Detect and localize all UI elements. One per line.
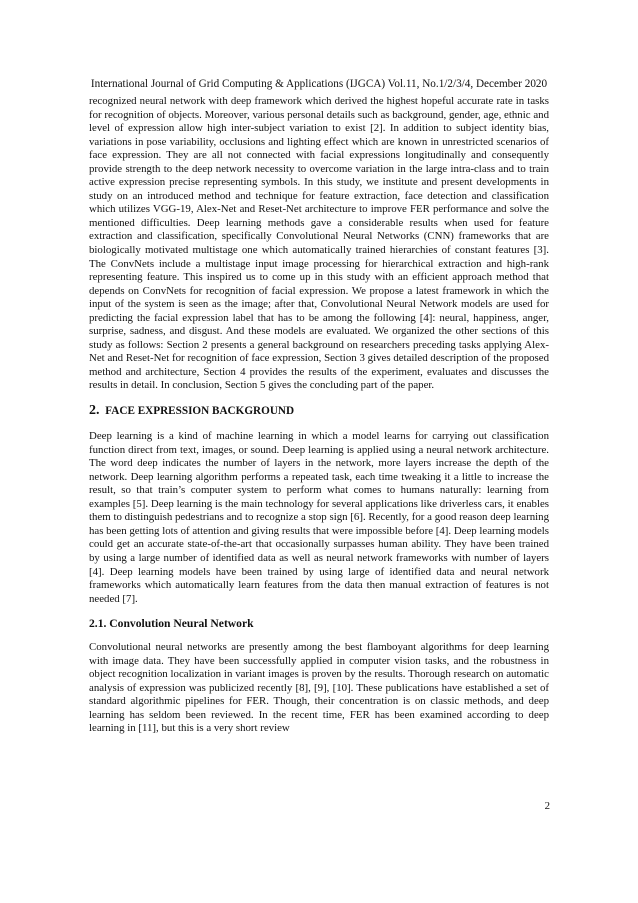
section-2-1-paragraph: Convolutional neural networks are presently among the best flamboyant algorithms for deep learning with image data. They have been successfully applied in computer vision tasks, and the robustness in object recognition localization in variant images is proven by the results. Thorough research on automatic analysis of expression was publicized recently [8], [9], [10]. These publications have established a set of standard algorithmic pipelines for FER. Though, their concentration is on classic methods, and deep learning has seldom been reviewed. In the recent time, FER has been examined according to deep learning in [11], but this is a very short review: [89, 641, 549, 735]
section-2-paragraph: Deep learning is a kind of machine learning in which a model learns for carrying out classification function direct from text, images, or sound. Deep learning is applied using a neural network architecture. The word deep indicates the number of layers in the network, more layers increase the depth of the network. Deep learning algorithm performs a repeated task, each time tweaking it a little to increase the result, so that train’s computer system to perform what comes to humans naturally: learning from examples [5]. Deep learning is the main technology for several applications like driverless cars, it enables them to distinguish pedestrians and to recognize a stop sign [6]. Recently, for a good reason deep learning has been getting lots of attention and giving results that were impossible before [4]. Deep learning models could get an accurate state-of-the-art that occasionally surpasses human ability. They have been trained by using a large number of identified data as well as neural network frameworks with number of layers [4]. Deep learning models have been trained by using large of identified data and neural network frameworks which automatically learn features from the data then manual extraction of features is not needed [7].: [89, 430, 549, 605]
section-2-number: 2.: [89, 403, 100, 419]
page-number: 2: [544, 800, 550, 812]
section-2-1-heading: 2.1. Convolution Neural Network: [89, 617, 254, 631]
running-header: International Journal of Grid Computing & Applications (IJGCA) Vol.11, No.1/2/3/4, December 2020: [90, 78, 548, 90]
page-body: [89, 95, 549, 736]
section-2-heading: [89, 404, 549, 418]
section-2-title: FACE EXPRESSION BACKGROUND: [105, 405, 295, 418]
intro-paragraph: recognized neural network with deep framework which derived the highest hopeful accurate rate in tasks for recognition of objects. Moreover, various personal details such as background, gender, age, ethnic and level of expression allow high inter-subject variation to exist [2]. In addition to subject identity bias, variations in pose variability, occlusions and lighting effect which are known in unrestricted scenarios of face expression. They are all not connected with facial expressions longitudinally and consequently provide strength to the deep network necessity to overcome variation in the large intra-class and to train active expression precise representing symbols. In this study, we institute and present developments in study on an introduced method and technique for feature extraction, face detection and classification which utilizes VGG-19, Alex-Net and Reset-Net architecture to improve FER performance and solve the mentioned difficulties. Deep learning methods gave a considerable results when used for feature extraction and classification, specifically Convolutional Neural Networks (CNN) frameworks that are biologically motivated multistage one which automatically trained hierarchies of constant features [3]. The ConvNets include a multistage input image processing for hierarchical extraction and high-rank representing feature. This inspired us to come up in this study with an efficient approach method that depends on ConvNets for recognition of facial expression. We propose a latest framework in which the input of the system is seen as the image; after that, Convolutional Neural Network models are used for predicting the facial expression label that has to be among the following [4]: neural, happiness, anger, surprise, sadness, and disgust. And these models are evaluated. We organized the other sections of this study as follows: Section 2 presents a general background on researchers preceding tasks applying Alex-Net and Reset-Net for recognition of face expression, Section 3 gives detailed description of the proposed method and architecture, Section 4 provides the results of the experiment, evaluates and discusses the results in detail. In conclusion, Section 5 gives the concluding part of the paper.: [89, 95, 549, 392]
